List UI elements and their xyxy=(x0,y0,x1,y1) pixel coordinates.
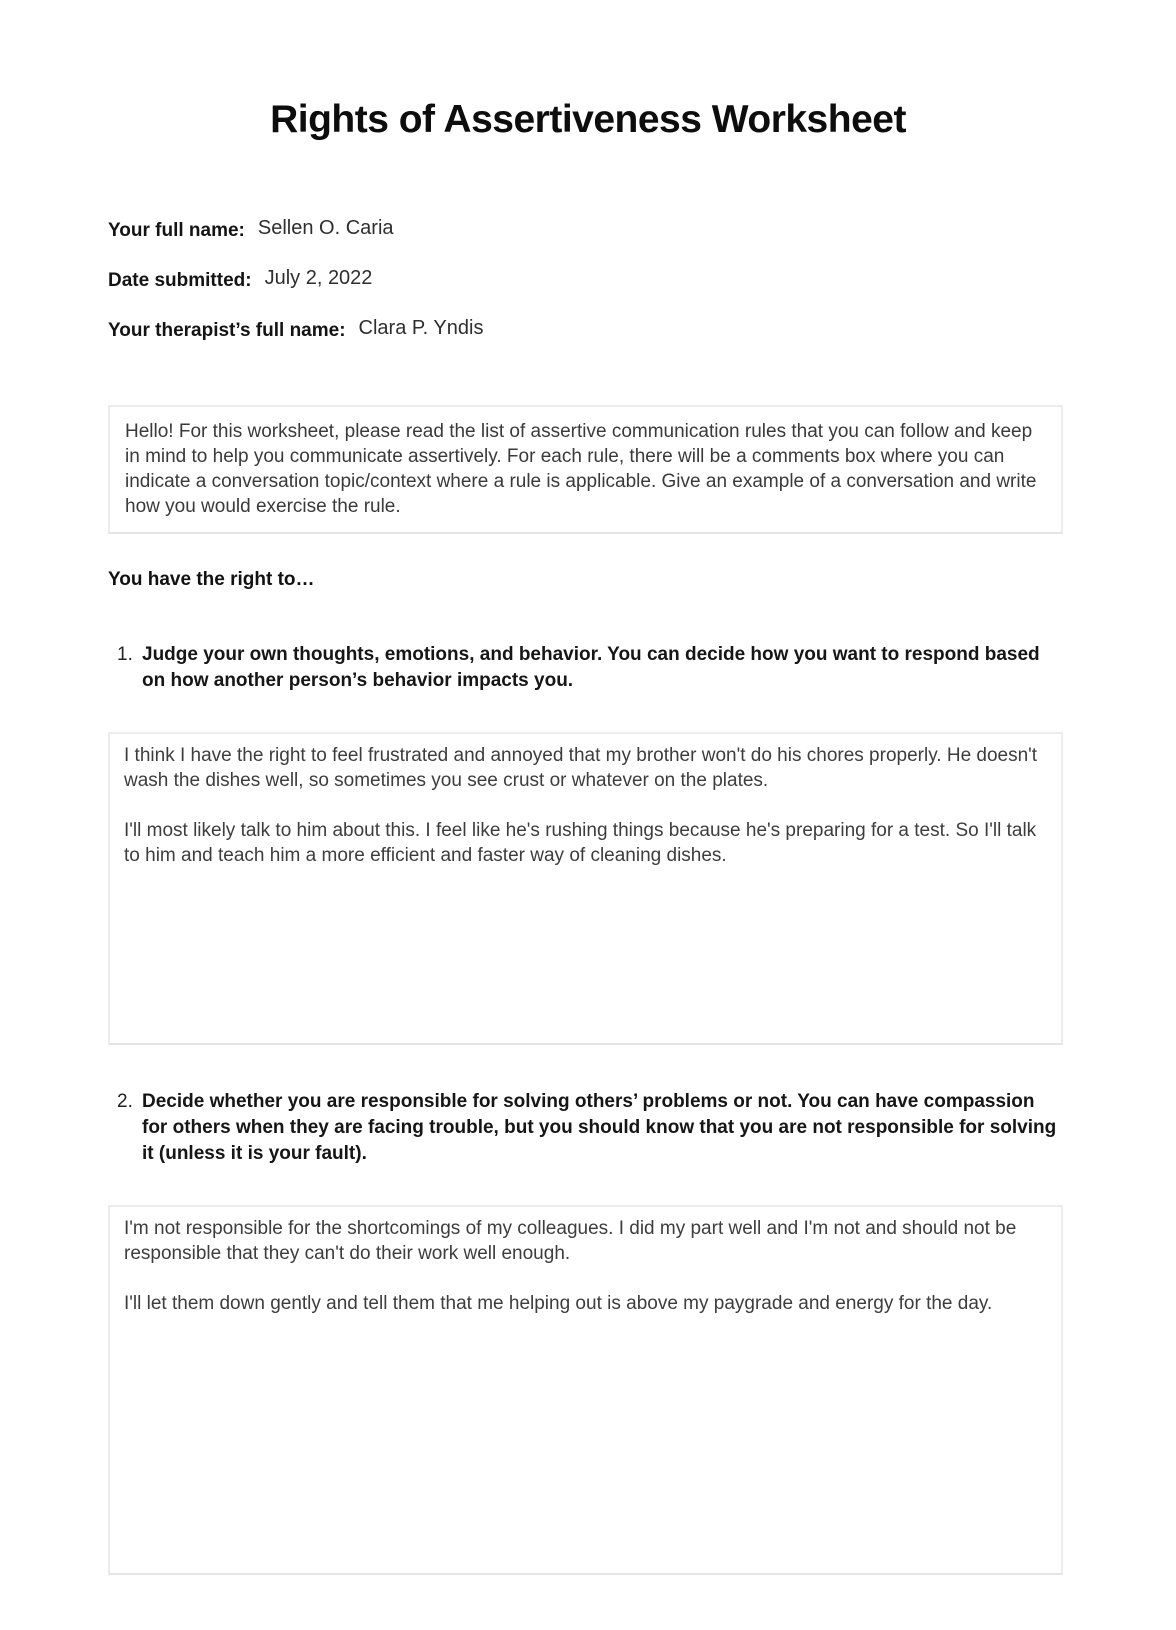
full-name-value: Sellen O. Caria xyxy=(257,217,394,239)
question-2-prompt: Decide whether you are responsible for solving others’ problems or not. You can have compassion for others when they are facing trouble, but you should know that you are not responsible for solving it (unless it is your fault). xyxy=(142,1091,1057,1164)
question-2-number: 2. xyxy=(117,1091,133,1112)
instructions-text: Hello! For this worksheet, please read the list of assertive communication rules that you can follow and keep in mind to help you communicate assertively. For each rule, there will be a comments box where you can indicate a conversation topic/context where a rule is applicable. Give an example of a conversation and write how you would exercise the rule. xyxy=(125,421,1037,517)
full-name-label: Your full name: xyxy=(108,220,245,241)
field-row-therapist-name xyxy=(108,318,1063,343)
comment-box-1[interactable] xyxy=(108,732,1063,1045)
question-1-number: 1. xyxy=(117,644,133,665)
page-title: Rights of Assertiveness Worksheet xyxy=(270,98,906,141)
therapist-name-value: Clara P. Yndis xyxy=(358,317,484,339)
question-item-1 xyxy=(108,642,1063,694)
answer-2-paragraph-1: I'm not responsible for the shortcomings of my colleagues. I did my part well and I'm not and should not be responsible that they can't do their work well enough. xyxy=(124,1218,1017,1264)
field-row-full-name xyxy=(108,218,1063,243)
field-row-date-submitted xyxy=(108,268,1063,293)
instructions-box xyxy=(108,405,1063,534)
answer-1-paragraph-1: I think I have the right to feel frustrated and annoyed that my brother won't do his chores properly. He doesn't wash the dishes well, so sometimes you see crust or whatever on the plates. xyxy=(124,745,1038,791)
header-fields xyxy=(108,218,1063,343)
answer-2-paragraph-2: I'll let them down gently and tell them that me helping out is above my paygrade and energy for the day. xyxy=(124,1293,993,1314)
section-heading: You have the right to… xyxy=(108,569,315,590)
answer-1-paragraph-2: I'll most likely talk to him about this. I feel like he's rushing things because he's preparing for a test. So I'll talk to him and teach him a more efficient and faster way of cleaning dishes. xyxy=(124,820,1037,866)
date-submitted-value: July 2, 2022 xyxy=(264,267,373,289)
date-submitted-label: Date submitted: xyxy=(108,270,252,291)
question-item-2 xyxy=(108,1089,1063,1167)
therapist-name-label: Your therapist’s full name: xyxy=(108,320,346,341)
question-1-prompt: Judge your own thoughts, emotions, and behavior. You can decide how you want to respond based on how another person’s behavior impacts you. xyxy=(142,644,1040,691)
comment-box-2[interactable] xyxy=(108,1205,1063,1575)
